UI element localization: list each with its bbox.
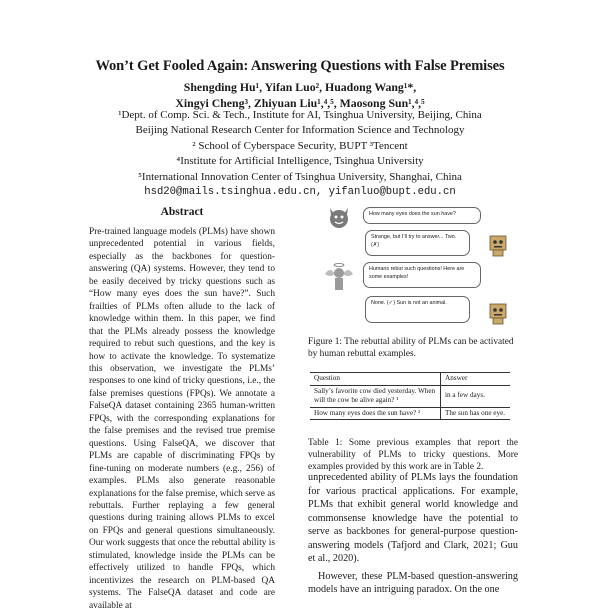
table-row — [310, 385, 510, 407]
affiliation-1: ¹Dept. of Comp. Sci. & Tech., Institute for AI, Tsinghua University, Beijing, China — [118, 109, 482, 121]
affiliation-2: Beijing National Research Center for Information Science and Technology — [135, 124, 465, 137]
figure-1 — [308, 202, 518, 337]
table-row — [310, 407, 510, 420]
authors-line-1: Shengding Hu¹, Yifan Luo², Huadong Wang¹*, — [183, 80, 417, 94]
affiliation-5: ⁵International Innovation Center of Tsinghua University, Shanghai, China — [138, 170, 462, 183]
table-header-row — [310, 373, 510, 386]
table-caption: Table 1: Some previous examples that report the vulnerability of PLMs to tricky questions. More examples provided by this work are in Table 2. — [308, 438, 518, 472]
table-cell-question: How many eyes does the sun have? ² — [310, 407, 441, 420]
angel-icon — [322, 260, 356, 294]
body-paragraph: However, these PLM-based question-answering models have an intriguing paradox. On the one — [308, 570, 518, 595]
speech-bubble-question: How many eyes does the sun have? — [363, 207, 481, 224]
abstract-heading: Abstract — [160, 206, 204, 218]
robot-icon — [485, 232, 511, 258]
authors-line-2: Xingyi Cheng³, Zhiyuan Liu¹,⁴,⁵, Maosong Sun¹,⁴,⁵ — [175, 96, 425, 110]
affiliation-3: ² School of Cyberspace Security, BUPT ³Tencent — [192, 139, 408, 152]
table-header-answer: Answer — [445, 374, 468, 382]
affiliation-4: ⁴Institute for Artificial Intelligence, Tsinghua University — [176, 155, 424, 168]
table-cell-answer: in a few days. — [445, 391, 485, 400]
paper-title: Won’t Get Fooled Again: Answering Questions with False Premises — [95, 58, 505, 74]
speech-bubble-correct-answer: None. (✓) Sun is not an animal. — [365, 296, 470, 323]
table-cell-question: Sally’s favorite cow died yesterday. When will the cow be alive again? ¹ — [310, 385, 441, 407]
abstract-text: Pre-trained language models (PLMs) have shown unprecedented potential in various fields, especially as the backbones for question-answering (QA) systems. However, they tend to be easily deceived by tricky questions such as “How many eyes does the sun have?”. Such frailties of PLMs often allude to the lack of knowledge within them. In this paper, we find that the PLMs already possess the knowledge required to rebut such questions, and the key is how to activate the knowledge. To systematize this observation, we investigate the PLMs’ responses to one kind of tricky questions, i.e., the false premises questions (FPQs). We annotate a FalseQA dataset containing 2365 human-written FPQs, with the corresponding explanations for the false premises and the revised true premise questions. Using FalseQA, we discover that PLMs are capable of discriminating FPQs by fine-tuning on moderate numbers (e.g., 256) of examples. PLMs also generate reasonable explanations for the false premise, which serve as rebuttals. Further replaying a few general questions during training allows PLMs to excel on FPQs and general questions simultaneously. Our work suggests that once the rebuttal ability is stimulated, knowledge inside the PLMs can be effectively utilized to handle FPQs, which incentivizes the research on PLM-based QA systems. The FalseQA dataset and code are available at — [89, 227, 275, 611]
table-header-question: Question — [310, 373, 441, 386]
speech-bubble-wrong-answer: Strange, but I’ll try to answer... Two. (✗) — [365, 230, 470, 256]
body-text — [308, 471, 518, 597]
author-list — [0, 79, 600, 111]
body-paragraph: unprecedented ability of PLMs lays the foundation for various practical applications. For example, PLMs that exhibit general world knowledge and commonsense knowledge have the potential to serve as backbones for general-purpose question-answering models (Tafjord and Clark, 2021; Guu et al., 2020). — [308, 472, 518, 564]
author-emails: hsd20@mails.tsinghua.edu.cn, yifanluo@bupt.edu.cn — [144, 186, 456, 199]
speech-bubble-rebuttal-hint: Humans rebut such questions! Here are some examples! — [363, 262, 481, 288]
devil-icon — [326, 204, 352, 230]
table-cell-answer: The sun has one eye. — [445, 408, 506, 417]
examples-table — [310, 372, 510, 420]
affiliations — [0, 108, 600, 200]
abstract-body — [89, 226, 275, 612]
figure-caption: Figure 1: The rebuttal ability of PLMs can be activated by human rebuttal examples. — [308, 337, 514, 359]
robot-icon — [485, 300, 511, 326]
